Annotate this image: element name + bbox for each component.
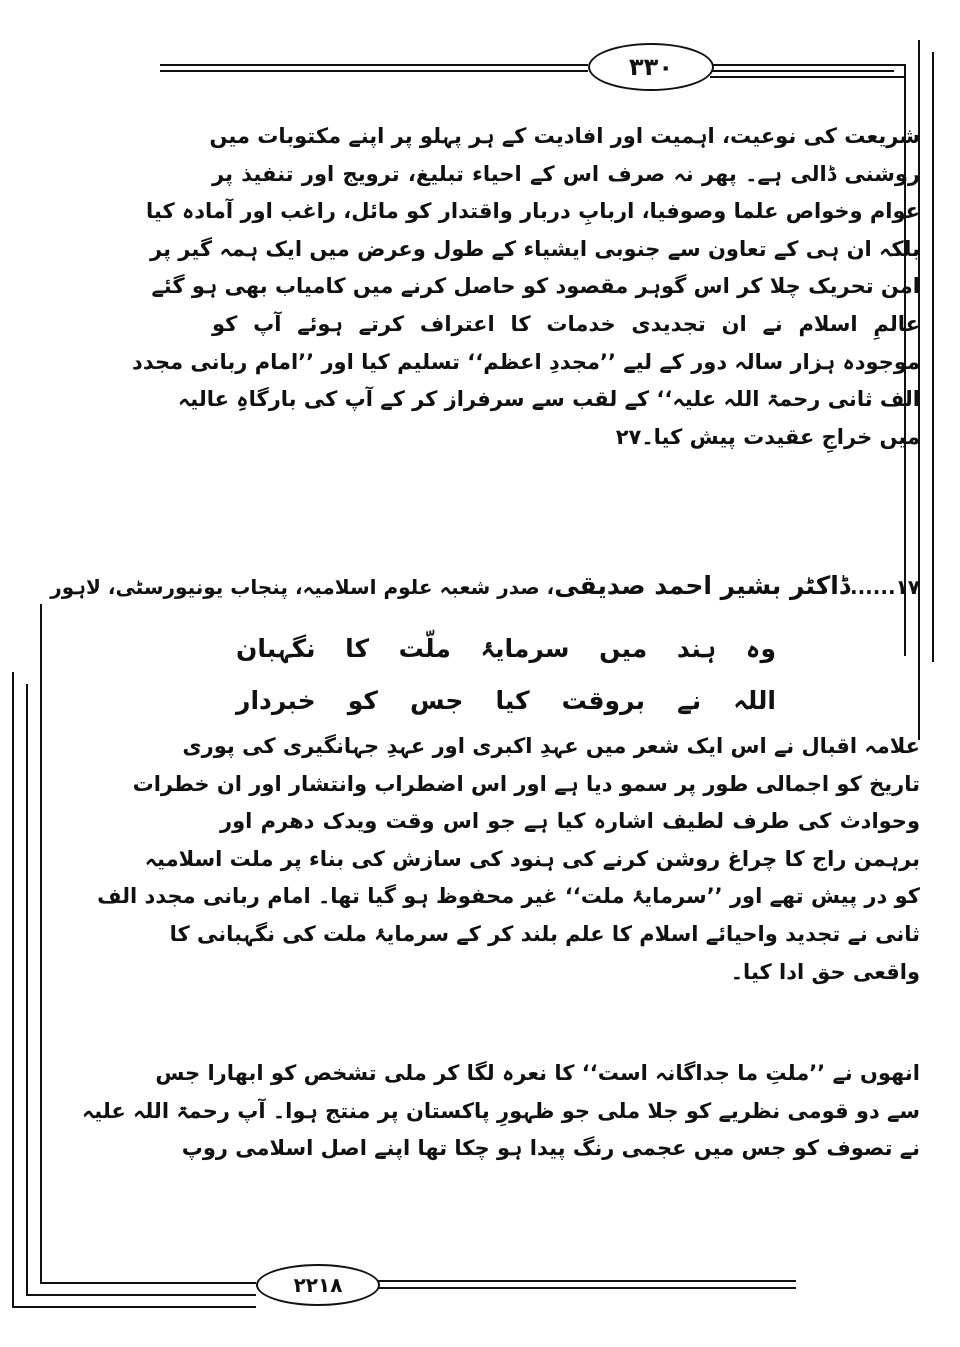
text-line: میں خراجِ عقیدت پیش کیا۔۲۷ (615, 424, 920, 449)
entry-heading (50, 568, 920, 605)
frame-top-right-line-3 (710, 76, 906, 78)
poem-word: بروقت (561, 686, 645, 715)
poem-word: خبردار (236, 686, 316, 715)
text-line: عالمِ اسلام نے ان تجدیدی خدمات کا اعتراف کرتے ہوئے آپ کو (212, 311, 920, 336)
frame-right-line-3 (932, 52, 934, 662)
poem-couplet (236, 623, 776, 727)
frame-left-line-2 (26, 684, 28, 1294)
text-line: امن تحریک چلا کر اس گوہر مقصود کو حاصل کرنے میں کامیاب بھی ہو گئے (151, 274, 920, 299)
entry-author-name: ڈاکٹر بشیر احمد صدیقی (554, 571, 850, 600)
frame-left-line-1 (12, 672, 14, 1308)
poem-word: نگہبان (236, 634, 316, 663)
frame-bottom-right-line-2 (376, 1287, 796, 1289)
poem-word: وہ (745, 634, 776, 663)
text-line: واقعی حق ادا کیا۔ (730, 959, 920, 984)
page-number-bottom: ۲۲۱۸ (256, 1264, 380, 1306)
text-line: ثانی نے تجدید واحیائے اسلام کا علم بلند کر کے سرمایۂ ملت کی نگہبانی کا (169, 921, 920, 946)
poem-word: ملّت (398, 634, 451, 663)
text-line: برہمن راج کا چراغ روشن کرنے کی ہنود کی سازش کی بناء پر ملت اسلامیہ (144, 846, 920, 871)
text-line: علامہ اقبال نے اس ایک شعر میں عہدِ اکبری اور عہدِ جہانگیری کی پوری (182, 734, 920, 758)
text-line: الف ثانی رحمۃ اللہ علیہ‘‘ کے لقب سے سرفراز کر کے آپ کی بارگاہِ عالیہ (178, 387, 920, 412)
poem-word: کا (345, 634, 370, 663)
frame-bottom-line-1 (12, 1306, 256, 1308)
frame-top-line-1 (160, 64, 588, 66)
page-number-top: ۳۳۰ (588, 43, 714, 91)
paragraph-3 (81, 1055, 920, 1168)
frame-bottom-line-3 (40, 1282, 256, 1284)
text-line: وحوادث کی طرف لطیف اشارہ کیا ہے جو اس وقت ویدک دھرم اور (220, 809, 920, 834)
text-line: بلکہ ان ہی کے تعاون سے جنوبی ایشیاء کے طول وعرض میں ایک ہمہ گیر پر (150, 236, 920, 261)
entry-number: ۱۷...... (849, 575, 920, 599)
frame-top-line-2 (160, 70, 588, 72)
text-line: کو در پیش تھے اور ’’سرمایۂ ملت‘‘ غیر محفوظ ہو گیا تھا۔ امام ربانی مجدد الف (97, 884, 920, 909)
poem-word: کیا (495, 686, 530, 715)
poem-word: سرمایۂ (480, 634, 570, 663)
text-line: سے دو قومی نظریے کو جلا ملی جو ظہورِ پاکستان پر منتج ہوا۔ آپ رحمۃ اللہ علیہ (81, 1098, 920, 1123)
frame-left-line-3 (40, 604, 42, 1284)
poem-word: جس (410, 686, 464, 715)
text-line: شریعت کی نوعیت، اہمیت اور افادیت کے ہر پہلو پر اپنے مکتوبات میں (209, 124, 920, 148)
text-line: تاریخ کو اجمالی طور پر سمو دیا ہے اور اس اضطراب وانتشار اور ان خطرات (132, 771, 920, 796)
text-line: موجودہ ہزار سالہ دور کے لیے ’’مجددِ اعظم‘‘ تسلیم کیا اور ’’امام ربانی مجدد (132, 349, 920, 374)
frame-bottom-line-2 (26, 1294, 256, 1296)
poem-verse-1 (236, 623, 776, 675)
poem-verse-2 (236, 675, 776, 727)
poem-word: میں (599, 634, 648, 663)
text-line: انھوں نے ’’ملتِ ما جداگانہ است‘‘ کا نعرہ لگا کر ملی تشخص کو ابھارا جس (155, 1061, 920, 1085)
paragraph-2 (97, 728, 920, 991)
poem-word: نے (677, 686, 702, 715)
poem-word: اللہ (733, 686, 776, 715)
text-line: روشنی ڈالی ہے۔ پھر نہ صرف اس کے احیاء تبلیغ، ترویج اور تنفیذ پر (212, 161, 920, 186)
poem-word: ہند (676, 634, 717, 663)
poem-word: کو (347, 686, 378, 715)
frame-top-right-line-1 (710, 64, 906, 66)
text-line: عوام وخواص علما وصوفیا، اربابِ دربار واقتدار کو مائل، راغب اور آمادہ کیا (145, 199, 920, 224)
frame-top-right-line-2 (710, 70, 894, 72)
text-line: نے تصوف کو جس میں عجمی رنگ پیدا ہو چکا تھا اپنے اصل اسلامی روپ (181, 1136, 920, 1161)
entry-author-details: ، صدر شعبہ علوم اسلامیہ، پنجاب یونیورسٹی، لاہور (50, 575, 555, 599)
paragraph-1 (132, 118, 920, 456)
frame-bottom-right-line-1 (376, 1280, 796, 1282)
